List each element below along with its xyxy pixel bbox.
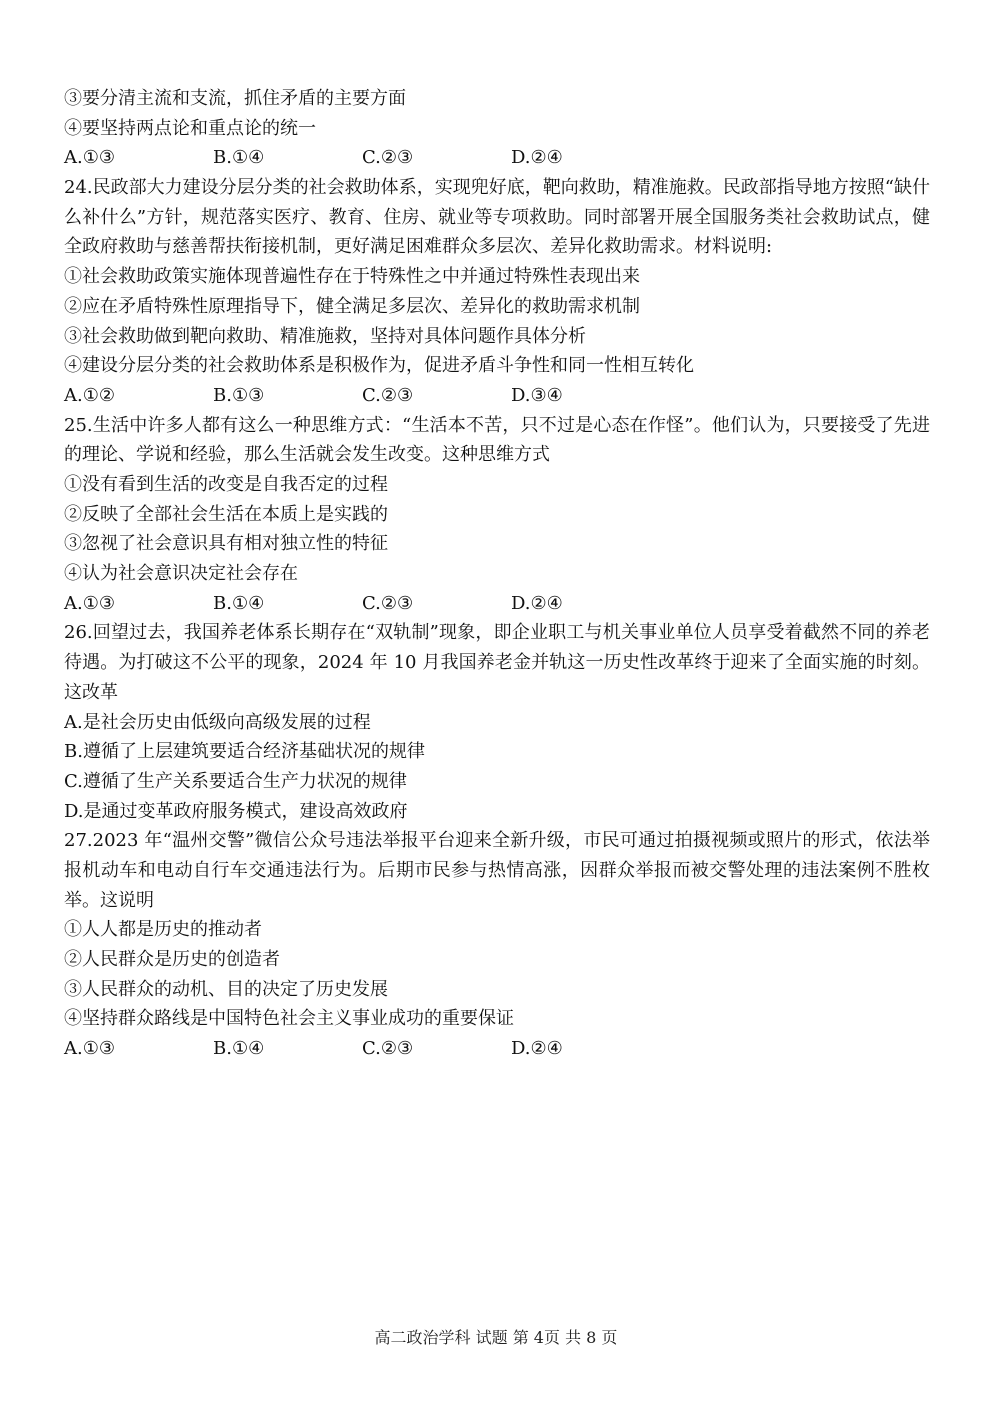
q24-choice-c: C.②③ <box>362 384 414 406</box>
q23-choice-d: D.②④ <box>511 147 563 169</box>
q23-choice-a: A.①③ <box>64 147 115 169</box>
q27-choice-c: C.②③ <box>362 1038 414 1060</box>
q26-option-c: C.遵循了生产关系要适合生产力状况的规律 <box>64 770 407 792</box>
page-footer: 高二政治学科 试题 第 4页 共 8 页 <box>374 1328 618 1347</box>
question-26 <box>64 618 930 826</box>
q24-statement-1: ①社会救助政策实施体现普遍性存在于特殊性之中并通过特殊性表现出来 <box>64 266 640 288</box>
q27-statement-4: ④坚持群众路线是中国特色社会主义事业成功的重要保证 <box>64 1008 514 1030</box>
q23-statement-4: ④要坚持两点论和重点论的统一 <box>64 117 316 139</box>
q24-statement-4: ④建设分层分类的社会救助体系是积极作为，促进矛盾斗争性和同一性相互转化 <box>64 355 694 377</box>
q26-option-d: D.是通过变革政府服务模式，建设高效政府 <box>64 800 408 822</box>
q24-choice-d: D.③④ <box>511 384 563 406</box>
page-content <box>64 84 930 1064</box>
q27-statement-1: ①人人都是历史的推动者 <box>64 919 262 941</box>
q24-statement-2: ②应在矛盾特殊性原理指导下，健全满足多层次、差异化的救助需求机制 <box>64 295 640 317</box>
q27-choice-b: B.①④ <box>213 1038 265 1060</box>
q27-statement-3: ③人民群众的动机、目的决定了历史发展 <box>64 978 388 1000</box>
q25-choice-d: D.②④ <box>511 592 563 614</box>
q27-choice-a: A.①③ <box>64 1038 115 1060</box>
q26-option-b: B.遵循了上层建筑要适合经济基础状况的规律 <box>64 741 425 763</box>
q25-statement-4: ④认为社会意识决定社会存在 <box>64 563 298 585</box>
q25-choice-c: C.②③ <box>362 592 414 614</box>
q26-stem: 26.回望过去，我国养老体系长期存在“双轨制”现象，即企业职工与机关事业单位人员享受着截然不同的养老待遇。为打破这不公平的现象，2024 年 10 月我国养老金并轨这一历史性改革终于迎来了全面实施的时刻。这改革 <box>64 622 930 703</box>
q25-choices <box>64 589 930 619</box>
question-25 <box>64 411 930 619</box>
q27-statement-2: ②人民群众是历史的创造者 <box>64 949 280 971</box>
q25-statement-2: ②反映了全部社会生活在本质上是实践的 <box>64 503 388 525</box>
q27-stem: 27.2023 年“温州交警”微信公众号违法举报平台迎来全新升级，市民可通过拍摄视频或照片的形式，依法举报机动车和电动自行车交通违法行为。后期市民参与热情高涨，因群众举报而被交警处理的违法案例不胜枚举。这说明 <box>64 830 930 911</box>
q26-option-a: A.是社会历史由低级向高级发展的过程 <box>64 711 371 733</box>
q24-statement-3: ③社会救助做到靶向救助、精准施救，坚持对具体问题作具体分析 <box>64 325 586 347</box>
q25-stem: 25.生活中许多人都有这么一种思维方式：“生活本不苦，只不过是心态在作怪”。他们认为，只要接受了先进的理论、学说和经验，那么生活就会发生改变。这种思维方式 <box>64 414 930 466</box>
q24-stem: 24.民政部大力建设分层分类的社会救助体系，实现兜好底，靶向救助，精准施救。民政部指导地方按照“缺什么补什么”方针，规范落实医疗、教育、住房、就业等专项救助。同时部署开展全国服务类社会救助试点，健全政府救助与慈善帮扶衔接机制，更好满足困难群众多层次、差异化救助需求。材料说明: <box>64 177 930 258</box>
q25-choice-a: A.①③ <box>64 592 115 614</box>
q24-choices <box>64 381 930 411</box>
q23-choice-b: B.①④ <box>213 147 265 169</box>
q24-choice-a: A.①② <box>64 384 115 406</box>
q24-choice-b: B.①③ <box>213 384 265 406</box>
q25-statement-3: ③忽视了社会意识具有相对独立性的特征 <box>64 533 388 555</box>
q23-choices <box>64 143 930 173</box>
q25-statement-1: ①没有看到生活的改变是自我否定的过程 <box>64 474 388 496</box>
q27-choices <box>64 1034 930 1064</box>
q23-choice-c: C.②③ <box>362 147 414 169</box>
question-27 <box>64 826 930 1064</box>
q25-choice-b: B.①④ <box>213 592 265 614</box>
q27-choice-d: D.②④ <box>511 1038 563 1060</box>
question-24 <box>64 173 930 411</box>
q23-statement-3: ③要分清主流和支流，抓住矛盾的主要方面 <box>64 88 406 109</box>
question-23-tail <box>64 84 930 173</box>
